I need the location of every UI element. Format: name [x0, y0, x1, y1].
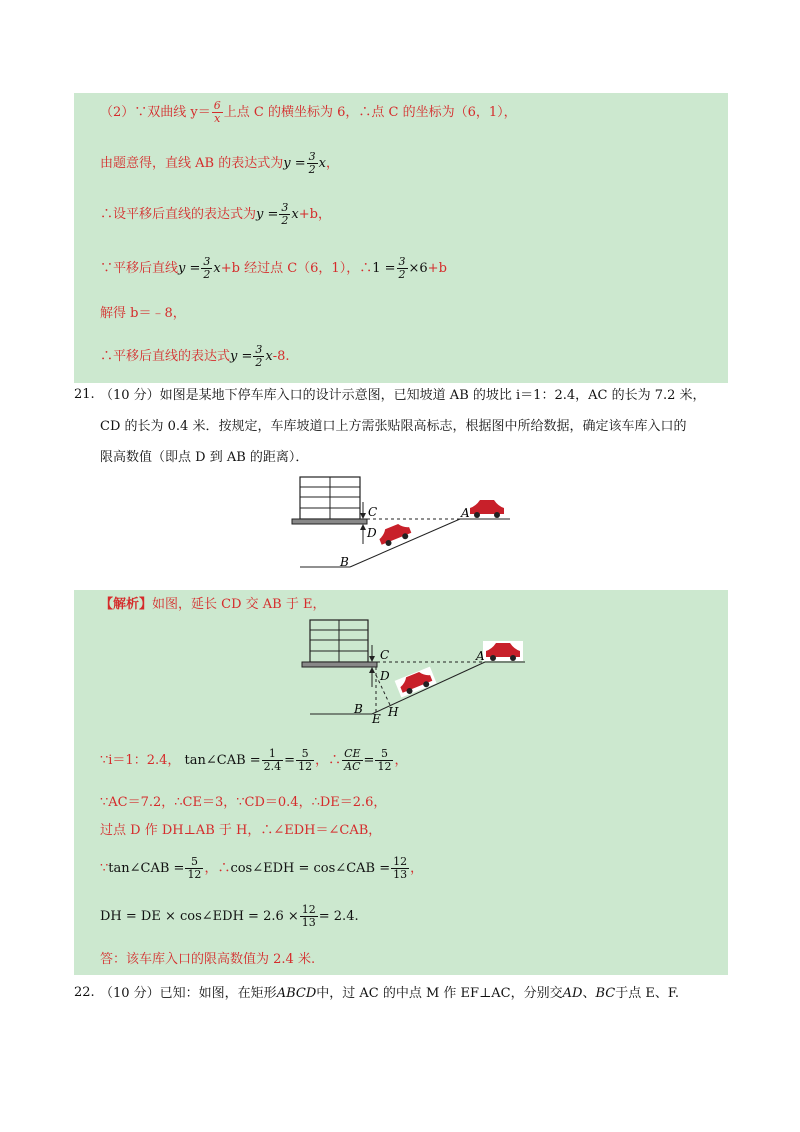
text: ∵平移后直线: [100, 261, 179, 276]
fraction: [212, 100, 223, 125]
text: ∵i＝1：2.4，: [100, 753, 181, 768]
denominator: x: [214, 112, 221, 125]
math: DH = DE × cos∠EDH = 2.6 ×: [100, 909, 299, 924]
numerator: CE: [344, 747, 361, 760]
text: ∴设平移后直线的表达式为: [100, 207, 257, 222]
math: = 2.4: [318, 909, 355, 924]
label-h: H: [388, 705, 399, 719]
denominator: 12: [377, 760, 392, 773]
fraction: [397, 256, 408, 281]
math: AD: [562, 986, 583, 1001]
text: 中，过 AC 的中点 M 作 EF⊥AC，分别交: [316, 986, 563, 1001]
math: x: [318, 156, 326, 171]
parking-ramp-figure: [285, 472, 525, 577]
fraction: [253, 344, 264, 369]
question-number-22: 22.: [74, 985, 95, 1000]
math: x: [265, 349, 273, 364]
building-shelves: [310, 620, 368, 662]
label-c: C: [380, 648, 390, 662]
arrow-c-head: [369, 656, 375, 662]
numerator: 5: [296, 748, 314, 761]
fraction: [262, 748, 284, 773]
q21-text-line-2: CD 的长为 0.4 米．按规定，车库坡道口上方需张贴限高标志，根据图中所给数据，确定该车库入口的: [100, 419, 687, 434]
numerator: 12: [393, 855, 408, 868]
text: 由题意得，直线 AB 的表达式为: [100, 156, 284, 171]
part2-line-5: [100, 305, 186, 323]
denominator: 13: [301, 916, 316, 929]
fraction: [342, 748, 362, 773]
parking-ramp-figure-solution: [300, 615, 540, 725]
text: +b，: [298, 207, 331, 222]
math: tan∠CAB =: [108, 861, 185, 876]
denominator: 2.4: [263, 760, 282, 773]
label-a: A: [461, 506, 470, 520]
text: （2）∵双曲线 y＝: [100, 105, 211, 120]
text: ，: [325, 156, 339, 171]
text: （10 分）已知：如图，在矩形: [100, 986, 277, 1001]
text: ∵: [100, 861, 109, 876]
part2-line-1: [100, 100, 517, 125]
ceiling-slab: [292, 519, 367, 524]
denominator: 2: [203, 268, 211, 281]
solution-step-4: [100, 856, 423, 881]
numerator: 6: [213, 99, 221, 112]
label-b: B: [340, 555, 349, 569]
solution-step-5: [100, 904, 359, 929]
solution-step-2: ∵AC＝7.2，∴CE＝3，∵CD＝0.4，∴DE＝2.6，: [100, 795, 387, 810]
analysis-tag: 【解析】: [100, 597, 153, 612]
denominator: 12: [187, 868, 202, 881]
numerator: 5: [375, 748, 393, 761]
text: 于点 E、F.: [615, 986, 679, 1001]
solution-heading: [100, 596, 325, 614]
solution-step-3: 过点 D 作 DH⊥AB 于 H，∴∠EDH＝∠CAB，: [100, 823, 382, 838]
text: -8.: [272, 349, 290, 364]
math: ×6: [408, 261, 428, 276]
solution-answer: 答：该车库入口的限高数值为 2.4 米.: [100, 952, 316, 967]
math: y =: [283, 156, 306, 171]
math: y =: [256, 207, 279, 222]
math: x: [291, 207, 299, 222]
math: .: [354, 909, 359, 924]
part2-line-3: [100, 202, 331, 227]
math: ABCD: [276, 986, 317, 1001]
math: tan∠CAB =: [184, 753, 261, 768]
solution-highlight-part2: [74, 93, 728, 383]
label-b: B: [354, 702, 363, 716]
numerator: 3: [255, 343, 263, 356]
label-c: C: [368, 505, 378, 519]
building-shelves: [300, 477, 360, 519]
text: 上点 C 的横坐标为 6，∴点 C 的坐标为（6，1），: [223, 105, 517, 120]
denominator: 2: [255, 356, 263, 369]
car-on-ramp: [395, 667, 437, 698]
ceiling-slab: [302, 662, 377, 667]
math: cos∠EDH = cos∠CAB =: [230, 861, 391, 876]
numerator: 3: [281, 201, 289, 214]
numerator: 5: [185, 856, 203, 869]
denominator: 2: [281, 214, 289, 227]
text: ，: [394, 753, 408, 768]
fraction: [296, 748, 314, 773]
arrow-d-head: [360, 524, 366, 530]
numerator: 12: [301, 903, 316, 916]
numerator: 3: [203, 255, 211, 268]
question-number-21: 21.: [74, 387, 95, 402]
denominator: 13: [393, 868, 408, 881]
math: y =: [230, 349, 253, 364]
math: =: [284, 753, 296, 768]
q21-text-line-3: 限高数值（即点 D 到 AB 的距离）．: [100, 450, 309, 465]
math: x: [213, 261, 221, 276]
denominator: 2: [398, 268, 406, 281]
part2-line-2: [100, 151, 339, 176]
fraction: [201, 256, 212, 281]
fraction: [300, 904, 318, 929]
label-e: E: [372, 712, 381, 725]
math: BC: [595, 986, 616, 1001]
car-on-ramp: [374, 519, 416, 550]
label-a: A: [476, 649, 485, 663]
label-d: D: [380, 669, 390, 683]
text: 如图，延长 CD 交 AB 于 E，: [152, 597, 326, 612]
text: 、: [582, 986, 596, 1001]
text: +b: [427, 261, 447, 276]
car-on-top: [483, 641, 523, 661]
text: ，∴: [204, 861, 231, 876]
numerator: 1: [262, 748, 284, 761]
math: y =: [178, 261, 201, 276]
text: ，: [410, 861, 424, 876]
q21-text-line-1: （10 分）如图是某地下停车库入口的设计示意图，已知坡道 AB 的坡比 i＝1：2.4，AC 的长为 7.2 米，: [100, 388, 706, 403]
denominator: AC: [344, 760, 361, 773]
part2-line-6: [100, 344, 290, 369]
denominator: 12: [298, 760, 313, 773]
math: =: [363, 753, 375, 768]
text: 解得 b＝﹣8，: [100, 306, 186, 321]
text: ，∴: [315, 753, 342, 768]
fraction: [391, 856, 409, 881]
numerator: 3: [308, 150, 316, 163]
solution-step-1: [100, 748, 407, 773]
text: +b 经过点 C（6，1），∴: [220, 261, 373, 276]
label-d: D: [367, 526, 377, 540]
fraction: [307, 151, 318, 176]
arrow-c-head: [360, 513, 366, 519]
math: 1 =: [372, 261, 396, 276]
text: ∴平移后直线的表达式: [100, 349, 231, 364]
arrow-d-head: [369, 667, 375, 673]
q22-text: [100, 985, 679, 1003]
denominator: 2: [308, 163, 316, 176]
fraction: [279, 202, 290, 227]
fraction: [185, 856, 203, 881]
part2-line-4: [100, 256, 447, 281]
car-on-top: [467, 498, 507, 518]
fraction: [375, 748, 393, 773]
numerator: 3: [398, 255, 406, 268]
